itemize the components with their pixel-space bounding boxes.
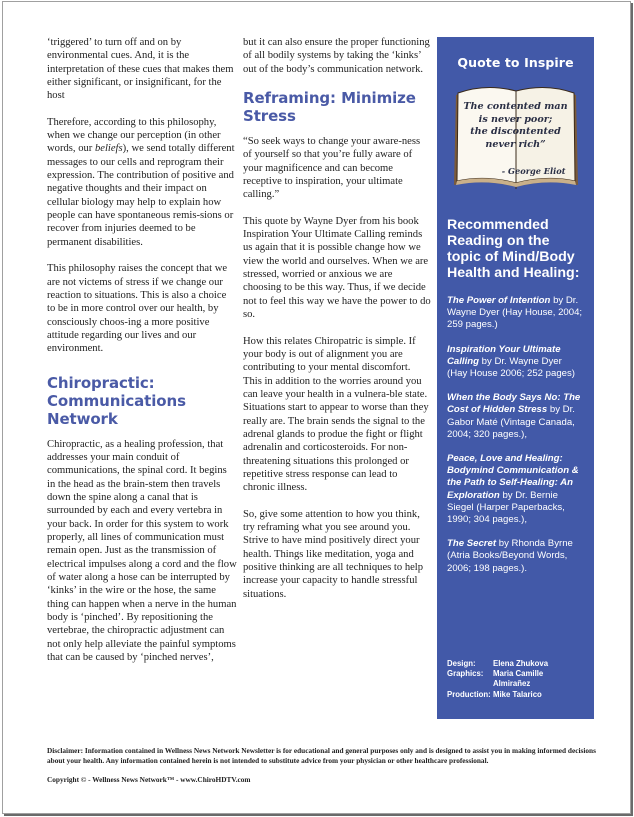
- paragraph: Chiropractic, as a healing profession, that addresses your main conduit of communications, the spinal cord. It begins in the head as the brain-stem then travels down the spine along a canal that is surrounded by each and every vertebra in your back. In order for this system to work properly, all lines of communication must remain open. Just as the transmission of electrical impulses along a cord and the flow of water along a hose can be interrupted by ‘kinks’ in the wire or the hose, the same thing can happen when a nerve in the human body is ‘pinched’. By repositioning the vertebrae, the chiropractic adjustment can not only help alleviate the painful symptoms that can be caused by ‘pinched nerves’,: [47, 438, 237, 664]
- column-left: [47, 36, 237, 677]
- reading-item: When the Body Says No: The Cost of Hidden Stress by Dr. Gabor Maté (Vintage Canada, 2004; 320 pages.),: [447, 392, 581, 440]
- newsletter-page: [2, 1, 631, 814]
- quote-book: [452, 81, 580, 193]
- paragraph: “So seek ways to change your aware-ness of yourself so that you’re fully aware of your magnificence and can become receptive to inspiration, your ultimate calling.”: [243, 136, 421, 201]
- reading-item: Inspiration Your Ultimate Calling by Dr. Wayne Dyer (Hay House 2006; 252 pages): [447, 343, 575, 380]
- footer: [47, 746, 607, 785]
- section-heading-chiropractic: Chiropractic: Communications Network: [47, 373, 186, 428]
- reading-list: [447, 295, 584, 575]
- section-heading-reframing: Reframing: Minimize Stress: [243, 89, 416, 126]
- sidebar: [437, 37, 594, 719]
- credit-row: Design: Elena Zhukova: [447, 659, 549, 668]
- paragraph: Therefore, according to this philosophy, when we change our perception (in other words, our beliefs), we send totally different messages to our cells and reprogram their expression. The contribution of positive and negative thoughts and their impact on cellular biology may help to explain how people can have spontaneous remis-sions or recover from injuries deemed to be permanent disabilities.: [47, 116, 235, 248]
- reading-item: The Power of Intention by Dr. Wayne Dyer (Hay House, 2004; 259 pages.): [447, 295, 583, 331]
- paragraph: but it can also ensure the proper functioning of all bodily systems by taking the ‘kinks’ out of the body’s communication network.: [243, 37, 430, 75]
- credit-row: Production: Mike Talarico: [447, 689, 542, 699]
- credits: [447, 659, 553, 700]
- disclaimer: Disclaimer: Information contained in Wellness News Network Newsletter is for educational and general purposes only and is designed to assist you in making informed decisions about your health. Any information contained herein is not intended to substitute advice from your physician or other healthcare professional.: [47, 746, 596, 765]
- reading-item: Peace, Love and Healing: Bodymind Communication & the Path to Self-Healing: An Exploration by Dr. Bernie Siegel (Harper Paperbacks, 1990; 304 pages.),: [447, 453, 579, 526]
- paragraph: So, give some attention to how you think, try reframing what you see around you. Strive to have mind positively direct your health. Things like meditation, yoga and positive thinking are all techniques to help increase your capacity to handle stressful situations.: [243, 508, 424, 600]
- paragraph: ‘triggered’ to turn off and on by environmental cues. And, it is the interpretation of these cues that makes them either significant, or insignificant, for the host: [47, 37, 234, 102]
- paragraph: How this relates Chiropatric is simple. If your body is out of alignment you are contributing to your mental discomfort. This in addition to the worries around you can leave your health in a vulnera-ble state. Situations start to appear to worse than they really are. The brain sends the signal to the adrenal glands to produe the fight or flight adrenalin and corticosteroids. For non-threatening situations this prolonged or repetitive stress response can lead to chronic illness.: [243, 335, 429, 494]
- quote-author: - George Eliot: [501, 166, 566, 176]
- paragraph: This philosophy raises the concept that we are not victems of stress if we change our reaction to situations. This is also a choice to be in more control over our health, by consciously choos-ing a more positive attitude regarding our lives and our environment.: [47, 263, 228, 355]
- reading-item: The Secret by Rhonda Byrne (Atria Books/Beyond Words, 2006; 198 pages.).: [447, 538, 573, 574]
- copyright: Copyright © - Wellness News Network™ - www.ChiroHDTV.com: [47, 775, 251, 784]
- credit-row: Graphics: Maria Camille Almirañez: [447, 669, 544, 689]
- reading-title: Recommended Reading on the topic of Mind/Body Health and Healing:: [447, 217, 580, 281]
- quote-text: The contented man is never poor; the discontented never rich”: [463, 101, 568, 150]
- paragraph: This quote by Wayne Dyer from his book Inspiration Your Ultimate Calling reminds us again that it is possible change how we view the world and ourselves. When we are stressed, worried or anxious we are choosing to be this way. Thus, if we decide not to feel this way we have the power to do so.: [243, 215, 431, 321]
- column-middle: [243, 36, 431, 614]
- quote-title: Quote to Inspire: [457, 55, 574, 70]
